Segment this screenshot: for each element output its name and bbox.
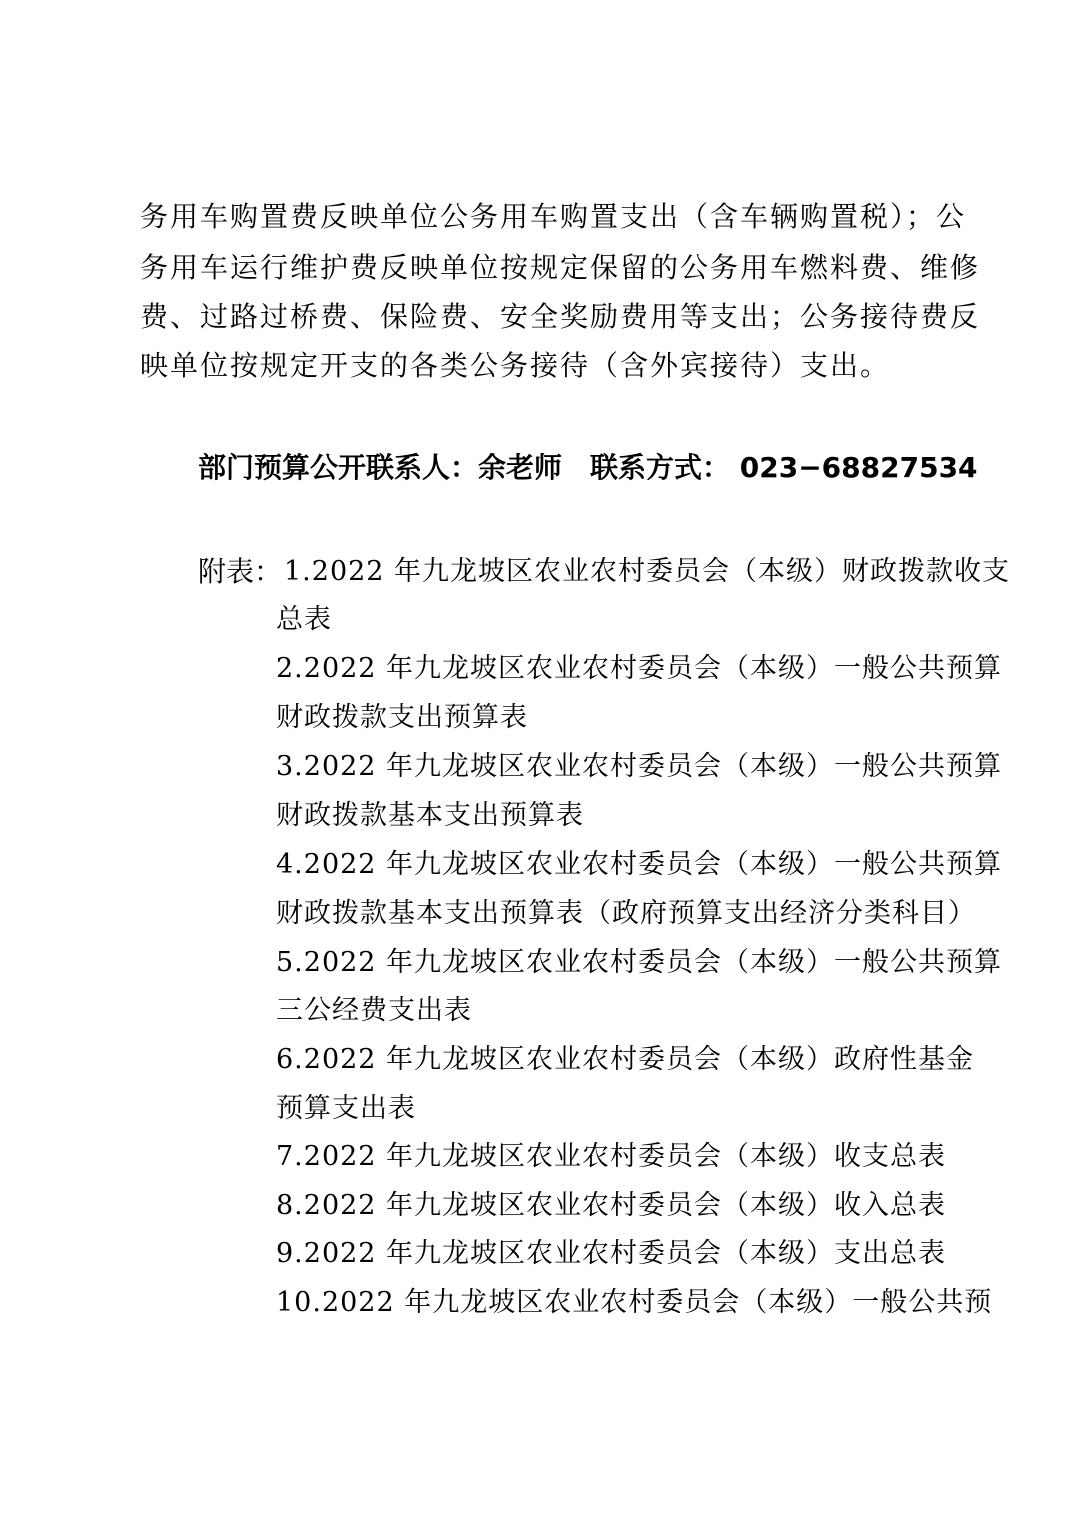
attachments-label: 附表： — [198, 555, 283, 588]
contact-method: 联系方式： 023−68827534 — [590, 451, 978, 484]
attachment-line: 7.2022 年九龙坡区农业农村委员会（本级）收支总表 — [276, 1141, 947, 1172]
attachment-line: 财政拨款基本支出预算表 — [276, 800, 584, 831]
attachment-line: 8.2022 年九龙坡区农业农村委员会（本级）收入总表 — [276, 1190, 947, 1221]
attachment-line: 6.2022 年九龙坡区农业农村委员会（本级）政府性基金 — [276, 1044, 975, 1075]
attachment-line: 三公经费支出表 — [276, 995, 472, 1026]
attachment-line: 10.2022 年九龙坡区农业农村委员会（本级）一般公共预 — [276, 1287, 993, 1318]
paragraph-line-4: 映单位按规定开支的各类公务接待（含外宾接待）支出。 — [140, 349, 891, 382]
attachment-line: 预算支出表 — [276, 1093, 416, 1124]
paragraph-line-2: 务用车运行维护费反映单位按规定保留的公务用车燃料费、维修 — [140, 251, 981, 284]
paragraph-line-3: 费、过路过桥费、保险费、安全奖励费用等支出；公务接待费反 — [140, 300, 981, 333]
attachment-line: 财政拨款支出预算表 — [276, 702, 528, 733]
attachment-line: 总表 — [276, 604, 332, 635]
attachment-line: 财政拨款基本支出预算表（政府预算支出经济分类科目） — [276, 898, 976, 929]
contact-person: 部门预算公开联系人：余老师 — [198, 451, 563, 484]
attachment-line: 4.2022 年九龙坡区农业农村委员会（本级）一般公共预算 — [276, 849, 1003, 880]
contact-info — [198, 448, 978, 488]
attachment-line: 1.2022 年九龙坡区农业农村委员会（本级）财政拨款收支 — [284, 556, 1011, 587]
attachment-line: 3.2022 年九龙坡区农业农村委员会（本级）一般公共预算 — [276, 751, 1003, 782]
paragraph-line-1: 务用车购置费反映单位公务用车购置支出（含车辆购置税）；公 — [140, 200, 967, 233]
attachment-line: 5.2022 年九龙坡区农业农村委员会（本级）一般公共预算 — [276, 947, 1003, 978]
attachment-line: 9.2022 年九龙坡区农业农村委员会（本级）支出总表 — [276, 1238, 947, 1269]
attachment-line: 2.2022 年九龙坡区农业农村委员会（本级）一般公共预算 — [276, 653, 1003, 684]
